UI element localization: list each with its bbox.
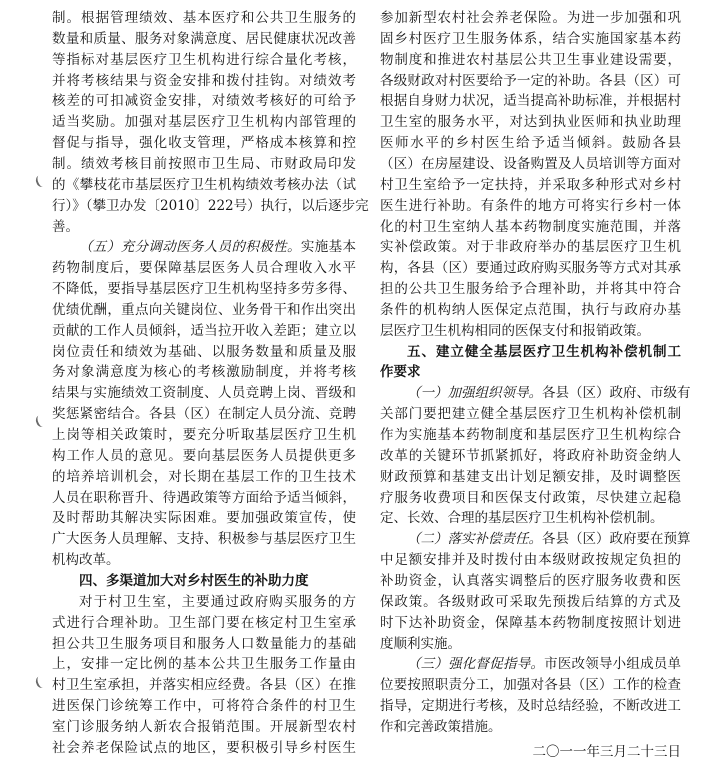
- text-line: 人员在职称晋升、待遇政策等方面给予适当倾斜，: [52, 489, 356, 506]
- text-line: 优绩优酬，重点向关键岗位、业务骨干和作出突出: [52, 301, 356, 318]
- text-line: 补助资金，认真落实调整后的医疗服务收费和医: [380, 572, 681, 589]
- text-line: 固乡村医疗卫生服务体系，结合实施国家基本药: [380, 30, 681, 47]
- paragraph-lead: （一）加强组织领导。: [407, 385, 542, 402]
- text-line: 岗位责任和绩效为基础、以服务数量和质量及服: [52, 343, 356, 360]
- text-line: 上岗等相关政策时，要充分听取基层医疗卫生机: [52, 427, 356, 443]
- paragraph-text: 各县（区）政府、市级有: [542, 385, 691, 402]
- text-line: 实补偿政策。对于非政府举办的基层医疗卫生机: [380, 239, 681, 256]
- text-line: 制。绩效考核目前按照市卫生局、市财政局印发: [52, 155, 356, 172]
- text-line: （区）在房屋建设、设备购置及人员培训等方面对: [380, 155, 681, 172]
- text-line: 务对象满意度为核心的考核激励制度，并将考核: [52, 364, 356, 381]
- text-line: 卫生室的服务水平，对达到执业医师和执业助理: [380, 114, 681, 131]
- paragraph-lead: （三）强化督促指导。: [407, 656, 545, 673]
- text-line: 的《攀枝花市基层医疗卫生机构绩效考核办法（试: [52, 176, 356, 193]
- scan-mark-icon: [34, 675, 48, 690]
- text-line: 保政策。各级财政可采取先预拨后结算的方式及: [380, 593, 681, 610]
- text-line: 各级财政对村医要给予一定的补助。各县（区）可: [380, 72, 681, 89]
- text-line: 作和完善政策措施。: [380, 718, 502, 735]
- scan-mark-icon: [34, 174, 48, 189]
- paragraph-text: 各县（区）政府要在预算: [542, 531, 691, 548]
- text-line: 贡献的工作人员倾斜，适当拉开收入差距；建立以: [52, 322, 356, 339]
- text-line: 村卫生室给予一定扶持，并采取多种形式对乡村: [380, 176, 681, 193]
- text-line: 数量和质量、服务对象满意度、居民健康状况改善: [52, 30, 356, 47]
- text-line: 奖惩紧密结合。各县（区）在制定人员分流、竞聘: [52, 406, 356, 423]
- text-line: 疗服务收费项目和医保支付政策，尽快建立起稳: [380, 489, 681, 506]
- text-line: 关部门要把建立健全基层医疗卫生机构补偿机制: [380, 406, 681, 423]
- section-heading: 五、建立健全基层医疗卫生机构补偿机制工: [407, 343, 681, 360]
- text-line: 不降低，要指导基层医疗卫生机构坚持多劳多得、: [52, 281, 356, 298]
- paragraph-text: 市医改领导小组成员单: [544, 656, 682, 673]
- text-line: [380, 654, 681, 675]
- text-line: 上，安排一定比例的基本公共卫生服务工作量由: [52, 656, 356, 673]
- paragraph-lead: （五）充分调动医务人员的积极性。: [79, 239, 301, 256]
- text-line: 担的公共卫生服务给予合理补助，并将其中符合: [380, 281, 681, 298]
- text-line: 参加新型农村社会养老保险。为进一步加强和巩: [380, 10, 681, 26]
- text-line: 村卫生室承担，并落实相应经费。各县（区）在推: [52, 677, 356, 694]
- paragraph-text: 实施基本: [300, 239, 357, 256]
- text-line: 中足额安排并及时拨付由本级财政按规定负担的: [380, 552, 681, 569]
- text-line: 进医保门诊统筹工作中，可将符合条件的村卫生: [52, 698, 356, 715]
- text-line: 对于村卫生室，主要通过政府购买服务的方: [79, 593, 356, 610]
- text-line: 时下达补助资金，保障基本药物制度按照计划进: [380, 614, 681, 631]
- text-line: 层医疗卫生机构相同的医保支付和报销政策。: [380, 322, 650, 339]
- text-line: 条件的机构纳人医保定点范围，执行与政府办基: [380, 301, 681, 318]
- text-line: 药物制度后，要保障基层医务人员合理收入水平: [52, 260, 356, 277]
- text-line: 化的村卫生室纳人基本药物制度实施范围，并落: [380, 218, 681, 235]
- text-line: 善。: [52, 218, 79, 235]
- text-line: [380, 529, 691, 550]
- scan-mark-icon: [34, 414, 48, 429]
- section-heading: 作要求: [380, 364, 421, 381]
- text-line: 制。根据管理绩效、基本医疗和公共卫生服务的: [52, 10, 356, 26]
- text-line: [52, 237, 356, 258]
- text-line: 督促与指导，强化收支管理，严格成本核算和控: [52, 135, 356, 152]
- text-line: 根据自身财力状况，适当提高补助标准，并根据村: [380, 93, 681, 110]
- text-line: 物制度和推进农村基层公共卫生事业建设需要，: [380, 51, 681, 68]
- text-line: 社会养老保险试点的地区，要积极引导乡村医生: [52, 739, 356, 756]
- text-line: 广大医务人员理解、支持、积极参与基层医疗卫生: [52, 531, 356, 548]
- text-line: 并将考核结果与资金安排和拨付挂钩。对绩效考: [52, 72, 356, 89]
- text-line: 作为实施基本药物制度和基层医疗卫生机构综合: [380, 427, 681, 443]
- text-line: 构工作人员的意见。要向基层医务人员提供更多: [52, 447, 356, 464]
- text-line: 财政预算和基建支出计划足额安排，及时调整医: [380, 468, 681, 485]
- text-line: 等指标对基层医疗卫生机构进行综合量化考核，: [52, 51, 356, 68]
- text-line: 医生进行补助。有条件的地方可将实行乡村一体: [380, 197, 681, 214]
- text-line: 机构改革。: [52, 552, 120, 569]
- text-line: 核差的可扣减资金安排，对绩效考核好的可给予: [52, 93, 356, 110]
- text-line: 的培养培训机会，对长期在基层工作的卫生技术: [52, 468, 356, 485]
- text-line: 医师水平的乡村医生给予适当倾斜。鼓励各县: [380, 135, 681, 152]
- text-line: 指导，定期进行考核，及时总结经验，不断改进工: [380, 698, 681, 715]
- text-line: 定、长效、合理的基层医疗卫生机构补偿机制。: [380, 510, 664, 527]
- text-line: 担公共卫生服务项目和服务人口数量能力的基础: [52, 635, 356, 652]
- text-line: 结果与实施绩效工资制度、人员竞聘上岗、晋级和: [52, 385, 356, 402]
- text-line: 度顺利实施。: [380, 635, 461, 652]
- paragraph-lead: （二）落实补偿责任。: [407, 531, 542, 548]
- document-date: 二〇一一年三月二十三日: [532, 743, 681, 760]
- section-heading: 四、多渠道加大对乡村医生的补助力度: [79, 572, 309, 589]
- text-line: 适当奖励。加强对基层医疗卫生机构内部管理的: [52, 114, 356, 131]
- text-line: 改革的关键环节抓紧抓好，将政府补助资金纳人: [380, 447, 681, 464]
- text-line: 及时帮助其解决实际困难。要加强政策宣传，使: [52, 510, 356, 527]
- text-line: 位要按照职责分工，加强对各县（区）工作的检查: [380, 677, 681, 694]
- text-line: [380, 383, 691, 404]
- text-line: 室门诊服务纳人新农合报销范围。开展新型农村: [52, 718, 356, 735]
- text-line: 行）》（攀卫办发〔2010〕222号）执行，以后逐步完: [52, 197, 369, 214]
- text-line: 构，各县（区）要通过政府购买服务等方式对其承: [380, 260, 681, 277]
- text-line: 式进行合理补助。卫生部门要在核定村卫生室承: [52, 614, 356, 631]
